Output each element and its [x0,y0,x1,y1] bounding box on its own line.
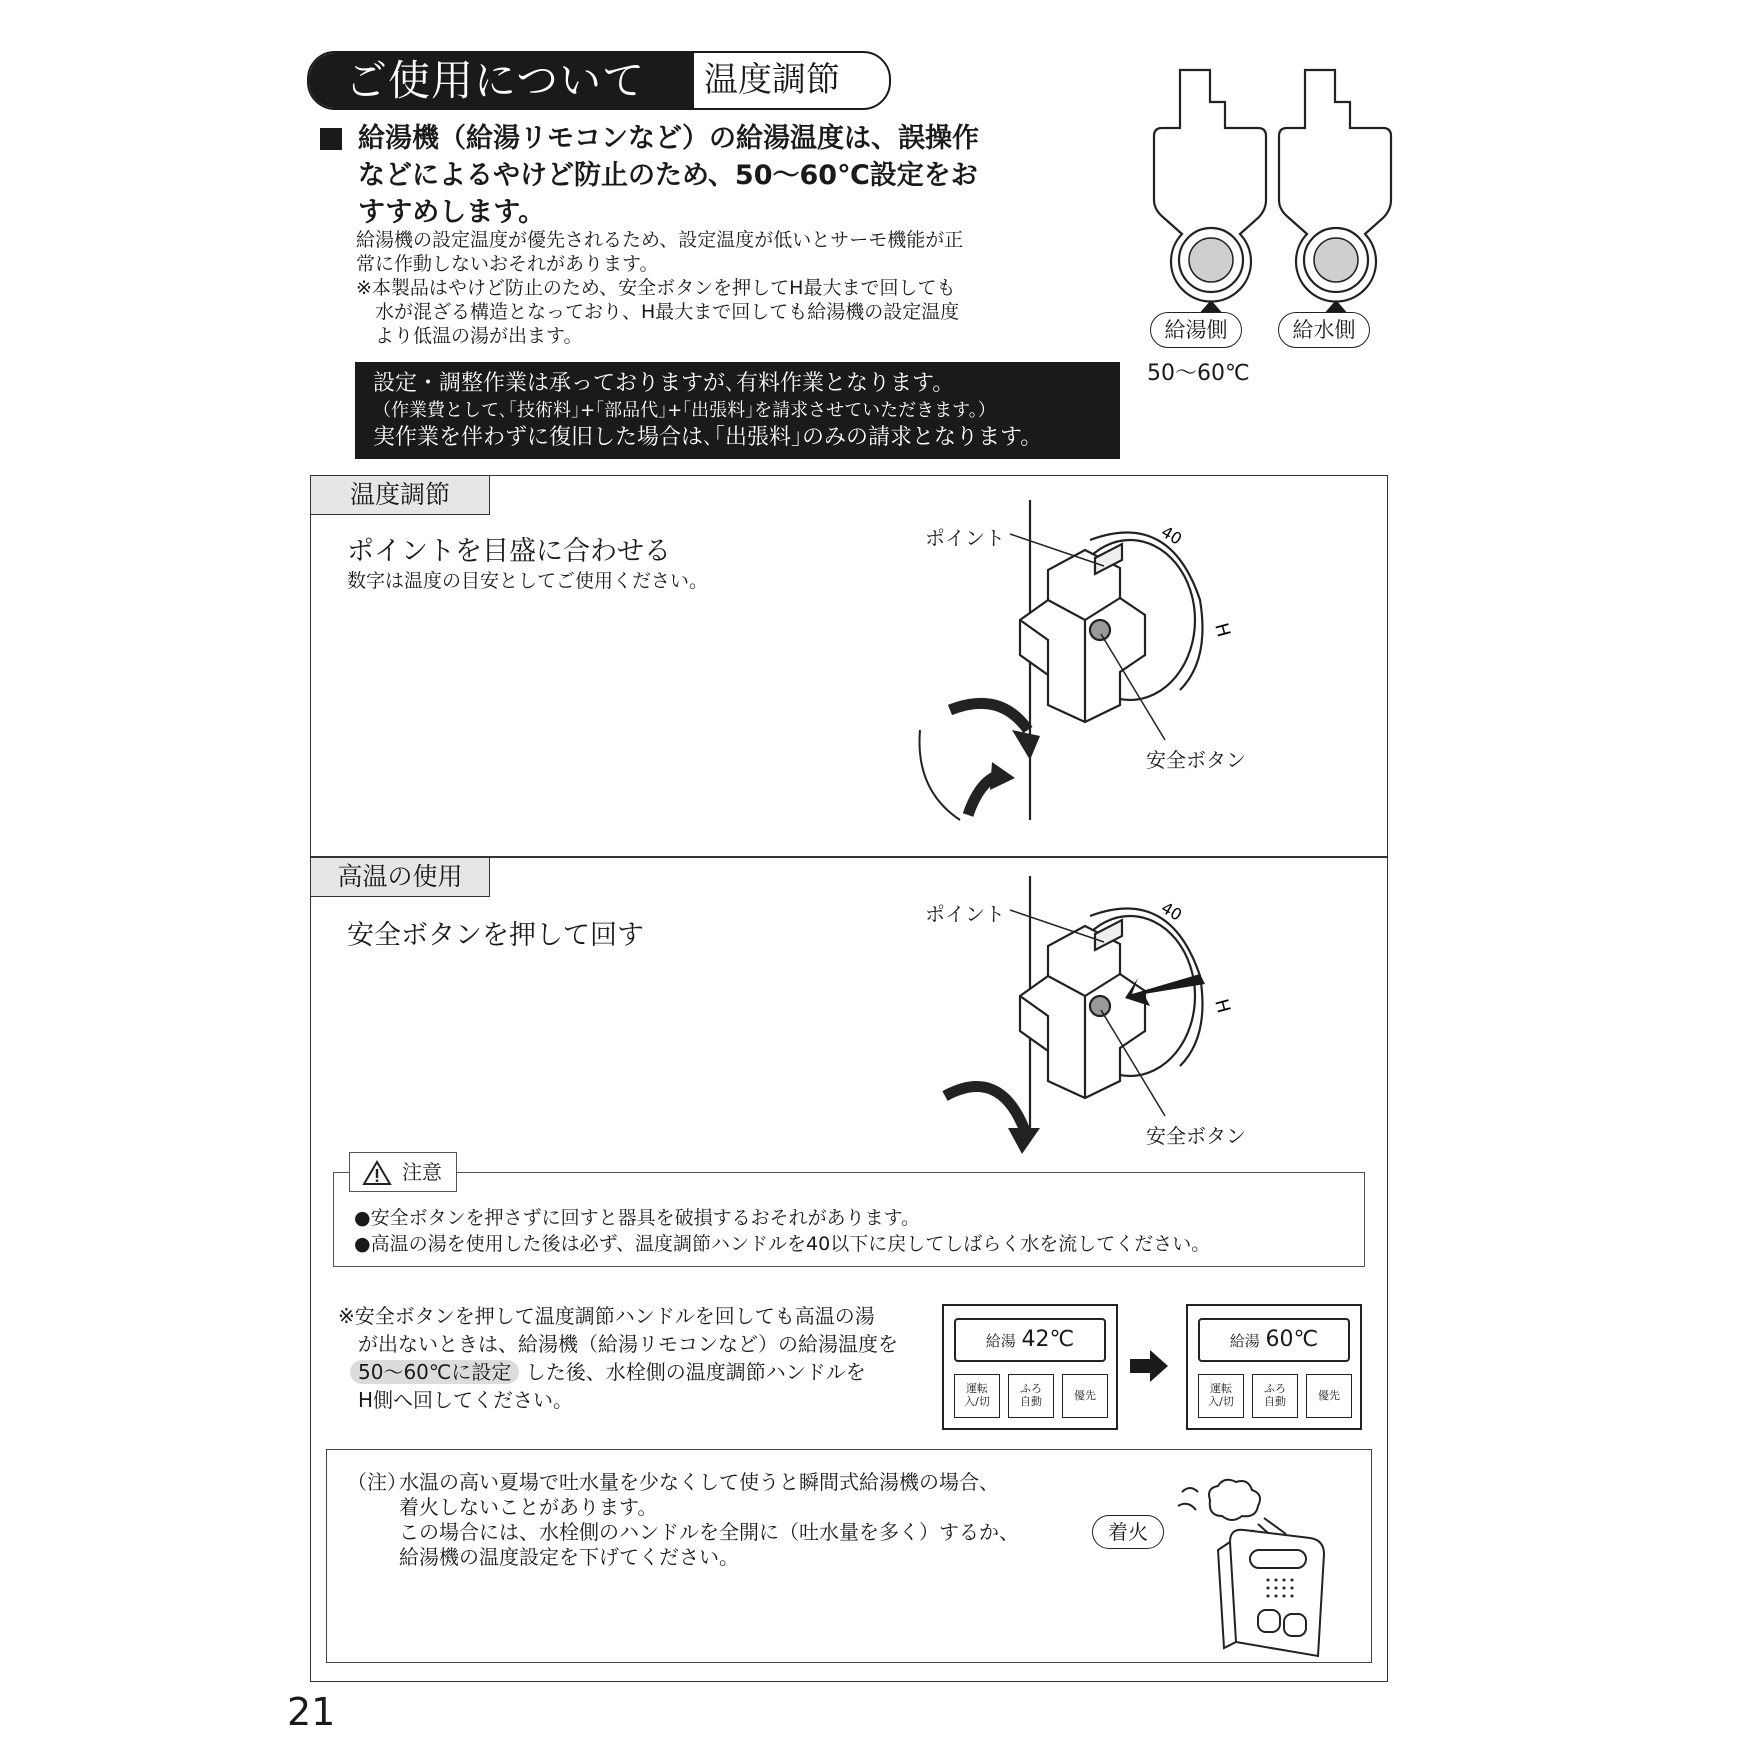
header-section: 温度調節 [704,60,840,100]
btn-label: 自動 [1020,1395,1042,1408]
display-temp: 60℃ [1265,1327,1319,1352]
tab-high-temperature: 高温の使用 [311,858,490,897]
priority-button[interactable] [1062,1374,1108,1418]
caution-item: ●安全ボタンを押さずに回すと器具を破損するおそれがあります。 [354,1207,921,1229]
remote-note-line: が出ないときは、給湯機（給湯リモコンなど）の給湯温度を [358,1332,898,1356]
intro-detail [356,228,1076,348]
panel-heading: ポイントを目盛に合わせる [347,536,671,567]
lead-line: 給湯機（給湯リモコンなど）の給湯温度は、誤操作 [358,123,979,154]
paid-service-notice [355,362,1120,459]
note-line: この場合には、水栓側のハンドルを全開に（吐水量を多く）するか、 [399,1520,1019,1544]
section-header [307,51,891,110]
power-button[interactable] [1198,1374,1244,1418]
svg-text:H: H [1210,996,1234,1016]
page-number: 21 [287,1690,336,1734]
note-line: 水温の高い夏場で吐水量を少なくして使うと瞬間式給湯機の場合、 [399,1470,999,1494]
detail-line: より低温の湯が出ます。 [375,325,583,347]
btn-label: 入/切 [964,1395,990,1408]
remote-display [954,1318,1106,1362]
panel-subtext: 数字は温度の目安としてご使用ください。 [347,570,709,592]
arrow-right-icon [1128,1348,1172,1384]
svg-text:H: H [1210,620,1234,640]
notice-line: （作業費として､｢技術料｣+｢部品代｣+｢出張料｣を請求させていただきます。） [373,400,996,421]
detail-line: 常に作動しないおそれがあります。 [356,253,659,275]
btn-label: 運転 [1210,1382,1232,1395]
btn-label: 優先 [1318,1389,1340,1402]
label-safety-button: 安全ボタン [1146,748,1246,772]
remote-note-line: ※安全ボタンを押して温度調節ハンドルを回しても高温の湯 [338,1304,875,1328]
ignition-badge: 着火 [1092,1515,1164,1549]
remote-after [1186,1304,1362,1430]
warning-icon [362,1160,392,1186]
lead-line: すすめします。 [358,197,546,228]
note-prefix: （注） [347,1470,407,1494]
remote-note-line: した後、水栓側の温度調節ハンドルを [525,1360,866,1384]
detail-line: 給湯機の設定温度が優先されるため、設定温度が低いとサーモ機能が正 [356,229,964,251]
caution-box [333,1172,1365,1267]
lead-line: などによるやけど防止のため、50～60℃設定をお [358,160,978,191]
setting-highlight: 50～60℃に設定 [350,1360,519,1384]
panel-heading: 安全ボタンを押して回す [347,920,644,951]
detail-line: 水が混ざる構造となっており、H最大まで回しても給湯機の設定温度 [375,301,960,323]
bullet-square-icon [320,128,342,150]
btn-label: 入/切 [1208,1395,1234,1408]
rotate-arrow-icon [1012,730,1040,760]
display-label: 給湯 [1229,1332,1260,1350]
btn-label: ふろ [1264,1382,1286,1395]
btn-label: 自動 [1264,1395,1286,1408]
svg-text:40: 40 [1158,522,1186,549]
power-button[interactable] [954,1374,1000,1418]
notice-line: 設定・調整作業は承っておりますが､有料作業となります。 [373,371,955,396]
label-point: ポイント [925,902,1005,926]
rotate-arrow-icon [1008,1128,1040,1154]
caution-item: ●高温の湯を使用した後は必ず、温度調節ハンドルを40以下に戻してしばらく水を流してください。 [354,1233,1211,1255]
note-line: 給湯機の温度設定を下げてください。 [399,1545,739,1569]
note-line: 着火しないことがあります。 [399,1495,658,1519]
rotate-arrow-icon [990,762,1015,790]
display-label: 給湯 [985,1332,1016,1350]
hot-side-label: 給湯側 [1150,312,1242,348]
caution-tab [349,1152,457,1192]
caution-title: 注意 [402,1160,442,1184]
bath-auto-button[interactable] [1008,1374,1054,1418]
svg-text:40: 40 [1158,898,1186,925]
header-title: ご使用について [309,53,694,108]
remote-note-line: H側へ回してください。 [358,1388,574,1412]
notice-line: 実作業を伴わずに復旧した場合は､｢出張料｣のみの請求となります。 [373,425,1043,450]
remote-display [1198,1318,1350,1362]
label-safety-button: 安全ボタン [1146,1124,1246,1148]
btn-label: ふろ [1020,1382,1042,1395]
hot-temp-range: 50～60℃ [1147,361,1250,386]
btn-label: 運転 [966,1382,988,1395]
cold-side-label: 給水側 [1278,312,1370,348]
display-temp: 42℃ [1021,1327,1075,1352]
priority-button[interactable] [1306,1374,1352,1418]
detail-line: ※本製品はやけど防止のため、安全ボタンを押してH最大まで回しても [356,277,956,299]
remote-note [338,1302,938,1414]
remote-before [942,1304,1118,1430]
bath-auto-button[interactable] [1252,1374,1298,1418]
label-point: ポイント [925,526,1005,550]
water-heater-illustration [1168,1470,1348,1660]
tab-temperature-adjust: 温度調節 [311,476,490,515]
btn-label: 優先 [1074,1389,1096,1402]
